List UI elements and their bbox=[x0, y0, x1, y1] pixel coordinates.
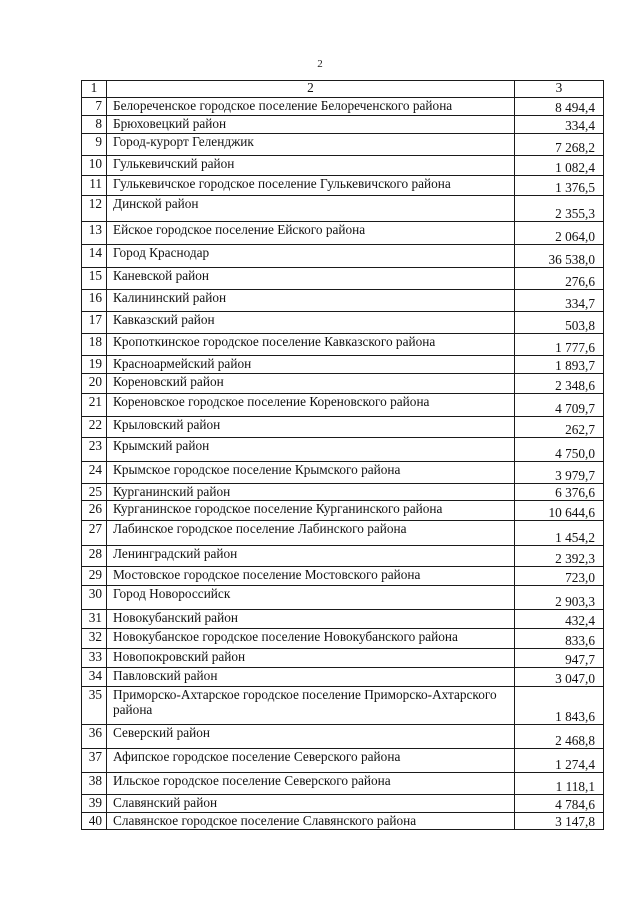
row-number: 9 bbox=[82, 134, 107, 156]
row-value: 8 494,4 bbox=[515, 98, 604, 116]
table-row bbox=[82, 196, 604, 222]
row-value: 3 147,8 bbox=[515, 813, 604, 830]
row-number: 30 bbox=[82, 586, 107, 610]
row-value: 36 538,0 bbox=[515, 245, 604, 268]
row-number: 20 bbox=[82, 374, 107, 394]
row-name: Гулькевичский район bbox=[107, 156, 515, 176]
table-row bbox=[82, 521, 604, 546]
row-name: Крыловский район bbox=[107, 417, 515, 438]
row-value: 2 392,3 bbox=[515, 546, 604, 567]
table-row bbox=[82, 156, 604, 176]
row-number: 13 bbox=[82, 222, 107, 245]
row-name: Белореченское городское поселение Белореченского района bbox=[107, 98, 515, 116]
row-name: Павловский район bbox=[107, 668, 515, 687]
table-row bbox=[82, 290, 604, 312]
row-name: Кореновский район bbox=[107, 374, 515, 394]
table-row bbox=[82, 312, 604, 334]
header-col-number: 1 bbox=[82, 81, 107, 98]
table-row bbox=[82, 134, 604, 156]
table-row bbox=[82, 725, 604, 749]
row-value: 262,7 bbox=[515, 417, 604, 438]
table-row bbox=[82, 649, 604, 668]
row-name: Город Краснодар bbox=[107, 245, 515, 268]
row-number: 11 bbox=[82, 176, 107, 196]
row-value: 1 082,4 bbox=[515, 156, 604, 176]
row-name: Ильское городское поселение Северского района bbox=[107, 773, 515, 795]
row-number: 23 bbox=[82, 438, 107, 462]
table-row bbox=[82, 98, 604, 116]
table-row bbox=[82, 501, 604, 521]
row-name: Курганинское городское поселение Курганинского района bbox=[107, 501, 515, 521]
table-row bbox=[82, 668, 604, 687]
row-value: 4 709,7 bbox=[515, 394, 604, 417]
row-name: Северский район bbox=[107, 725, 515, 749]
row-number: 24 bbox=[82, 462, 107, 484]
row-value: 276,6 bbox=[515, 268, 604, 290]
row-name: Приморско-Ахтарское городское поселение Приморско-Ахтарского района bbox=[107, 687, 515, 725]
row-value: 833,6 bbox=[515, 629, 604, 649]
row-value: 2 348,6 bbox=[515, 374, 604, 394]
row-value: 4 784,6 bbox=[515, 795, 604, 813]
row-name: Ейское городское поселение Ейского района bbox=[107, 222, 515, 245]
table-row bbox=[82, 687, 604, 725]
row-number: 34 bbox=[82, 668, 107, 687]
row-value: 3 047,0 bbox=[515, 668, 604, 687]
table-row bbox=[82, 374, 604, 394]
row-number: 7 bbox=[82, 98, 107, 116]
row-number: 40 bbox=[82, 813, 107, 830]
row-name: Ленинградский район bbox=[107, 546, 515, 567]
row-number: 16 bbox=[82, 290, 107, 312]
table-row bbox=[82, 394, 604, 417]
table-row bbox=[82, 438, 604, 462]
row-number: 31 bbox=[82, 610, 107, 629]
header-col-value: 3 bbox=[515, 81, 604, 98]
table-row bbox=[82, 629, 604, 649]
table-row bbox=[82, 356, 604, 374]
table-row bbox=[82, 795, 604, 813]
row-name: Брюховецкий район bbox=[107, 116, 515, 134]
row-number: 39 bbox=[82, 795, 107, 813]
row-name: Город Новороссийск bbox=[107, 586, 515, 610]
row-name: Кореновское городское поселение Кореновского района bbox=[107, 394, 515, 417]
table-header-row bbox=[82, 81, 604, 98]
row-value: 4 750,0 bbox=[515, 438, 604, 462]
row-number: 21 bbox=[82, 394, 107, 417]
row-number: 17 bbox=[82, 312, 107, 334]
row-number: 32 bbox=[82, 629, 107, 649]
row-value: 1 893,7 bbox=[515, 356, 604, 374]
table-row bbox=[82, 116, 604, 134]
row-name: Динской район bbox=[107, 196, 515, 222]
row-number: 38 bbox=[82, 773, 107, 795]
row-value: 947,7 bbox=[515, 649, 604, 668]
row-number: 8 bbox=[82, 116, 107, 134]
table-row bbox=[82, 176, 604, 196]
row-name: Новокубанское городское поселение Новокубанского района bbox=[107, 629, 515, 649]
row-name: Гулькевичское городское поселение Гулькевичского района bbox=[107, 176, 515, 196]
row-name: Новопокровский район bbox=[107, 649, 515, 668]
row-value: 723,0 bbox=[515, 567, 604, 586]
row-value: 2 064,0 bbox=[515, 222, 604, 245]
row-value: 1 843,6 bbox=[515, 687, 604, 725]
row-value: 2 903,3 bbox=[515, 586, 604, 610]
row-name: Кавказский район bbox=[107, 312, 515, 334]
table-row bbox=[82, 610, 604, 629]
table-row bbox=[82, 417, 604, 438]
row-name: Крымский район bbox=[107, 438, 515, 462]
table-row bbox=[82, 586, 604, 610]
row-number: 36 bbox=[82, 725, 107, 749]
row-value: 334,7 bbox=[515, 290, 604, 312]
row-number: 18 bbox=[82, 334, 107, 356]
row-number: 37 bbox=[82, 749, 107, 773]
row-name: Новокубанский район bbox=[107, 610, 515, 629]
row-number: 10 bbox=[82, 156, 107, 176]
row-value: 2 468,8 bbox=[515, 725, 604, 749]
row-number: 28 bbox=[82, 546, 107, 567]
row-name: Каневской район bbox=[107, 268, 515, 290]
table-row bbox=[82, 813, 604, 830]
table-row bbox=[82, 546, 604, 567]
table-row bbox=[82, 484, 604, 501]
row-name: Мостовское городское поселение Мостовского района bbox=[107, 567, 515, 586]
table-row bbox=[82, 268, 604, 290]
row-value: 1 777,6 bbox=[515, 334, 604, 356]
table-row bbox=[82, 462, 604, 484]
row-number: 25 bbox=[82, 484, 107, 501]
row-number: 12 bbox=[82, 196, 107, 222]
row-value: 1 274,4 bbox=[515, 749, 604, 773]
row-value: 334,4 bbox=[515, 116, 604, 134]
row-name: Калининский район bbox=[107, 290, 515, 312]
header-col-name: 2 bbox=[107, 81, 515, 98]
row-number: 35 bbox=[82, 687, 107, 725]
table-row bbox=[82, 567, 604, 586]
row-value: 10 644,6 bbox=[515, 501, 604, 521]
row-number: 27 bbox=[82, 521, 107, 546]
row-value: 3 979,7 bbox=[515, 462, 604, 484]
row-number: 22 bbox=[82, 417, 107, 438]
table-row bbox=[82, 334, 604, 356]
row-name: Славянский район bbox=[107, 795, 515, 813]
row-value: 1 376,5 bbox=[515, 176, 604, 196]
row-value: 1 118,1 bbox=[515, 773, 604, 795]
row-value: 7 268,2 bbox=[515, 134, 604, 156]
row-name: Город-курорт Геленджик bbox=[107, 134, 515, 156]
row-name: Красноармейский район bbox=[107, 356, 515, 374]
row-value: 6 376,6 bbox=[515, 484, 604, 501]
row-name: Славянское городское поселение Славянского района bbox=[107, 813, 515, 830]
row-number: 14 bbox=[82, 245, 107, 268]
page-number: 2 bbox=[317, 58, 323, 70]
row-name: Лабинское городское поселение Лабинского района bbox=[107, 521, 515, 546]
row-number: 26 bbox=[82, 501, 107, 521]
table-row bbox=[82, 245, 604, 268]
row-value: 1 454,2 bbox=[515, 521, 604, 546]
row-number: 15 bbox=[82, 268, 107, 290]
row-name: Кропоткинское городское поселение Кавказского района bbox=[107, 334, 515, 356]
row-value: 2 355,3 bbox=[515, 196, 604, 222]
row-value: 432,4 bbox=[515, 610, 604, 629]
row-value: 503,8 bbox=[515, 312, 604, 334]
row-name: Афипское городское поселение Северского района bbox=[107, 749, 515, 773]
row-number: 29 bbox=[82, 567, 107, 586]
row-name: Курганинский район bbox=[107, 484, 515, 501]
table-body bbox=[82, 81, 604, 830]
table-row bbox=[82, 222, 604, 245]
districts-table bbox=[81, 80, 604, 830]
table-row bbox=[82, 773, 604, 795]
row-number: 33 bbox=[82, 649, 107, 668]
row-number: 19 bbox=[82, 356, 107, 374]
row-name: Крымское городское поселение Крымского района bbox=[107, 462, 515, 484]
table-row bbox=[82, 749, 604, 773]
